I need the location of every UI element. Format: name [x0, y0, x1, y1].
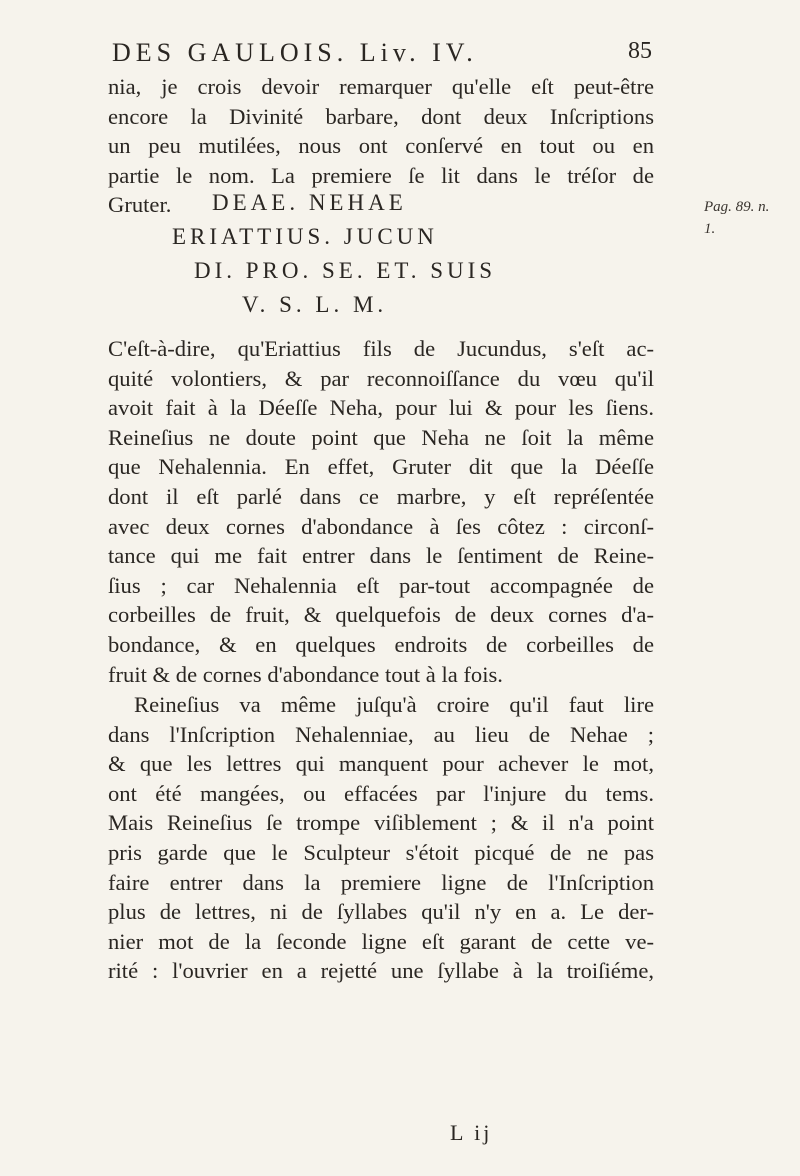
text-line: plus de lettres, ni de ſyllabes qu'il n'y en a. Le der- — [108, 899, 654, 925]
margin-reference-line: 1. — [704, 221, 716, 237]
text-line: ont été mangées, ou effacées par l'injure du tems. — [108, 780, 654, 806]
text-line: & que les lettres qui manquent pour achever le mot, — [108, 751, 654, 777]
text-line: bondance, & en quelques endroits de corbeilles de — [108, 631, 654, 657]
text-line: rité : l'ouvrier en a rejetté une ſyllabe à la troiſiéme, — [108, 958, 654, 984]
text-line: encore la Divinité barbare, dont deux Inſcriptions — [108, 103, 654, 129]
text-line: avoit fait à la Déeſſe Neha, pour lui & pour les ſiens. — [108, 395, 654, 421]
main-paragraph — [108, 334, 654, 689]
running-title: DES GAULOIS. Liv. IV. — [112, 38, 478, 67]
text-line: Gruter. — [108, 192, 172, 218]
text-line: dont il eſt parlé dans ce marbre, y eſt repréſentée — [108, 483, 654, 509]
page-number: 85 — [628, 38, 652, 64]
text-line: faire entrer dans la premiere ligne de l'Inſcription — [108, 869, 654, 895]
text-line: que Nehalennia. En effet, Gruter dit que la Déeſſe — [108, 454, 654, 480]
margin-reference-line: Pag. 89. n. — [704, 199, 770, 215]
text-line: dans l'Inſcription Nehalenniae, au lieu de Nehae ; — [108, 721, 654, 747]
text-line: ſius ; car Nehalennia eſt par-tout accompagnée de — [108, 572, 654, 598]
text-line: quité volontiers, & par reconnoiſſance du vœu qu'il — [108, 365, 654, 391]
running-header — [112, 38, 652, 72]
text-line: nier mot de la ſeconde ligne eſt garant de cette ve- — [108, 928, 654, 954]
closing-paragraph — [108, 690, 654, 986]
inscription-line: DEAE. NEHAE — [212, 190, 407, 215]
text-line: nia, je crois devoir remarquer qu'elle eſt peut-être — [108, 74, 654, 99]
text-line: un peu mutilées, nous ont conſervé en tout ou en — [108, 133, 654, 159]
text-line: corbeilles de fruit, & quelquefois de deux cornes d'a- — [108, 602, 654, 628]
text-line: Mais Reineſius ſe trompe viſiblement ; & il n'a point — [108, 810, 654, 836]
signature-mark: L ij — [450, 1120, 493, 1145]
margin-reference — [704, 196, 769, 240]
text-line: avec deux cornes d'abondance à ſes côtez : circonſ- — [108, 513, 654, 539]
text-line: Reineſius va même juſqu'à croire qu'il faut lire — [134, 692, 654, 717]
text-line: fruit & de cornes d'abondance tout à la fois. — [108, 661, 503, 687]
inscription-line: DI. PRO. SE. ET. SUIS — [194, 258, 497, 283]
text-line: partie le nom. La premiere ſe lit dans le tréſor de — [108, 162, 654, 188]
inscription-line: V. S. L. M. — [242, 292, 388, 317]
text-line: pris garde que le Sculpteur s'étoit picqué de ne pas — [108, 839, 654, 865]
text-line: Reineſius ne doute point que Neha ne ſoit la même — [108, 424, 654, 450]
text-line: C'eſt-à-dire, qu'Eriattius fils de Jucundus, s'eſt ac- — [108, 336, 654, 361]
inscription-line: ERIATTIUS. JUCUN — [172, 224, 438, 249]
text-line: tance qui me fait entrer dans le ſentiment de Reine- — [108, 543, 654, 569]
